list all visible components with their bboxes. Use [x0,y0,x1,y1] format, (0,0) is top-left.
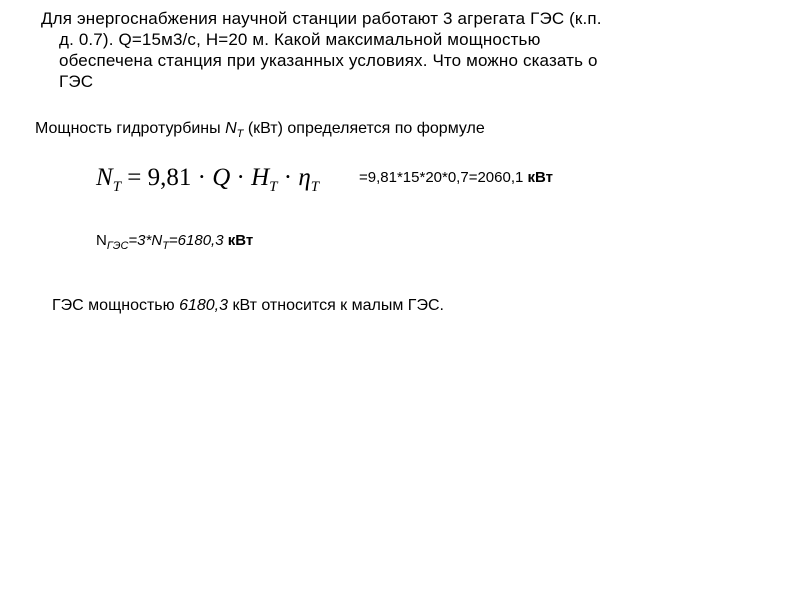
conclusion [52,296,444,316]
conclusion-value: 6180,3 [179,297,229,314]
conclusion-after: кВт относится к малым ГЭС. [228,297,444,314]
intro-symbol: N [225,120,237,137]
formula-q: Q [212,164,231,191]
turbine-power-calculation [359,168,553,188]
formula-n-subscript: T [112,179,122,195]
formula-eta: η [298,164,311,191]
turbine-power-formula [96,160,319,196]
formula-eta-subscript: T [310,179,320,195]
problem-line-2: д. 0.7). Q=15м3/с, Н=20 м. Какой максимальной мощностью [59,30,541,49]
formula-dot-2: · [277,164,299,191]
nges-symbol: N [96,232,107,249]
formula-h-subscript: T [269,179,278,195]
formula-intro [35,119,485,140]
problem-statement [41,8,786,92]
intro-symbol-subscript: Т [236,128,244,140]
problem-line-3: обеспечена станция при указанных условиях. Что можно сказать о [59,51,598,70]
problem-line-4: ГЭС [59,72,94,91]
station-power-calculation [96,231,253,252]
formula-dot-1: · [230,164,252,191]
calc-unit: кВт [527,169,553,186]
calc-expression: =9,81*15*20*0,7=2060,1 [359,169,528,186]
nges-multiplier: =3*N [128,232,163,249]
formula-n: N [96,164,113,191]
intro-text-after: (кВт) определяется по формуле [243,120,485,137]
formula-equals-coefficient: = 9,81 · [121,164,213,191]
nges-value: =6180,3 [168,232,228,249]
nges-unit: кВт [227,232,254,249]
conclusion-before: ГЭС мощностью [52,297,180,314]
formula-h: H [251,164,270,191]
nges-turbine-subscript: Т [162,240,169,252]
nges-subscript: ГЭС [106,240,129,252]
problem-line-1: Для энергоснабжения научной станции работают 3 агрегата ГЭС (к.п. [41,9,602,28]
intro-text-before: Мощность гидротурбины [35,120,226,137]
